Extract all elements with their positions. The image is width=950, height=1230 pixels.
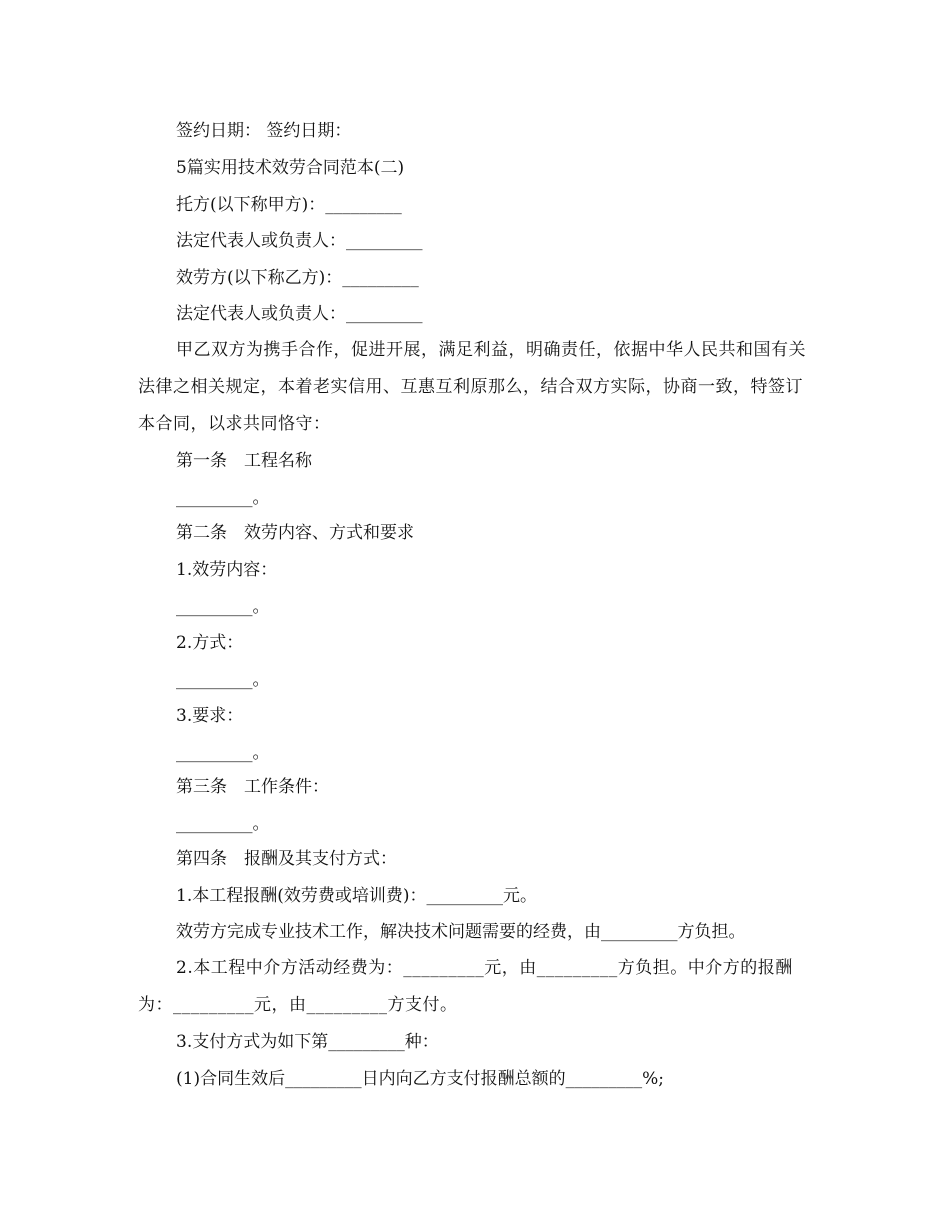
clause-2-heading: 第二条 效劳内容、方式和要求	[176, 523, 414, 543]
method-label: 2.方式：	[176, 633, 244, 653]
clause-4-heading: 第四条 报酬及其支付方式：	[176, 849, 397, 869]
clause-3-heading: 第三条 工作条件：	[176, 777, 329, 797]
service-content-blank: _________。	[176, 597, 270, 617]
remuneration-line: 1.本工程报酬(效劳费或培训费)：_________元。	[176, 886, 537, 906]
clause-1-blank: _________。	[176, 488, 270, 508]
requirements-blank: _________。	[176, 743, 270, 763]
service-representative-line: 法定代表人或负责人：_________	[176, 304, 423, 324]
clause-1-heading: 第一条 工程名称	[176, 451, 312, 471]
requirements-label: 3.要求：	[176, 706, 244, 726]
clause-3-blank: _________。	[176, 814, 270, 834]
method-blank: _________。	[176, 670, 270, 690]
signing-date-line: 签约日期： 签约日期：	[176, 121, 352, 141]
service-party-line: 效劳方(以下称乙方)：_________	[176, 268, 419, 288]
expense-line: 效劳方完成专业技术工作，解决技术问题需要的经费，由_________方负担。	[176, 922, 746, 942]
payment-option-1-line: (1)合同生效后_________日内向乙方支付报酬总额的_________%;	[176, 1069, 664, 1089]
intermediary-fee-paragraph: 2.本工程中介方活动经费为：_________元，由_________方负担。中介方的报酬为：_________元，由_________方支付。	[138, 958, 793, 1015]
intro-paragraph: 甲乙双方为携手合作，促进开展，满足利益，明确责任，依据中华人民共和国有关法律之相关规定，本着老实信用、互惠互利原那么，结合双方实际，协商一致，特签订本合同，以求共同恪守：	[138, 340, 806, 434]
service-content-label: 1.效劳内容：	[176, 560, 278, 580]
payment-method-line: 3.支付方式为如下第_________种：	[176, 1032, 439, 1052]
client-representative-line: 法定代表人或负责人：_________	[176, 231, 423, 251]
client-party-line: 托方(以下称甲方)：_________	[176, 195, 402, 215]
document-title: 5篇实用技术效劳合同范本(二)	[176, 158, 405, 178]
